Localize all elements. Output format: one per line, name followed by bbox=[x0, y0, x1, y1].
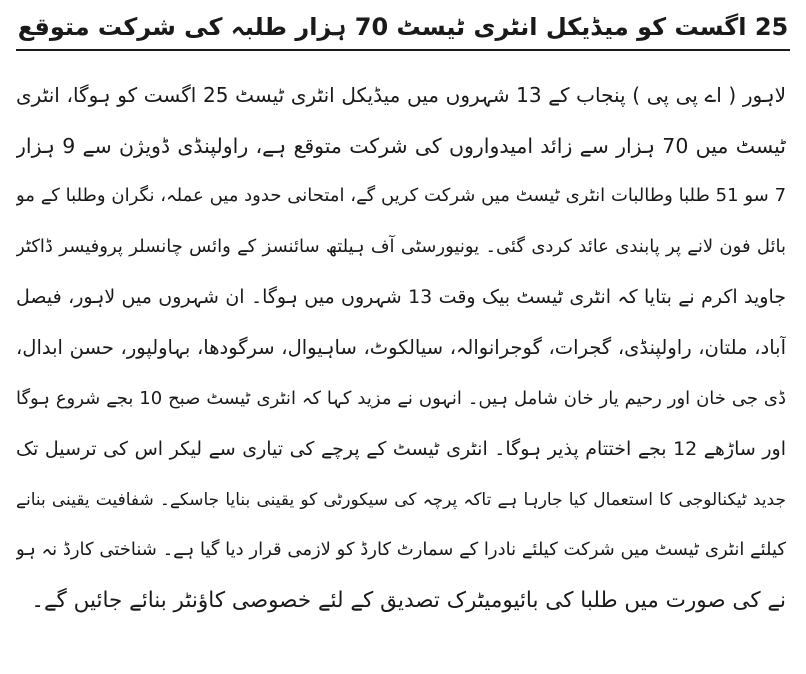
article-body bbox=[16, 70, 786, 627]
article-line: جدید ٹیکنالوجی کا استعمال کیا جارہا ہے تاکہ پرچہ کی سیکورٹی کو یقینی بنایا جاسکے۔ شفافیت یقینی بنانے bbox=[16, 489, 786, 510]
article-line: اور ساڑھے 12 بجے اختتام پذیر ہوگا۔ انٹری ٹیسٹ کے پرچے کی تیاری سے لیکر اس کی ترسیل تک bbox=[16, 438, 786, 461]
article-line: جاوید اکرم نے بتایا کہ انٹری ٹیسٹ بیک وقت 13 شہروں میں ہوگا۔ ان شہروں میں لاہور، فیصل bbox=[16, 286, 786, 309]
article-line: لاہور ( اے پی پی ) پنجاب کے 13 شہروں میں میڈیکل انٹری ٹیسٹ 25 اگست کو ہوگا، انٹری bbox=[16, 83, 786, 107]
headline-container bbox=[0, 6, 806, 51]
article-line: بائل فون لانے پر پابندی عائد کردی گئی۔ یونیورسٹی آف ہیلتھ سائنسز کے وائس چانسلر پروفیسر ڈاکٹر bbox=[16, 235, 786, 257]
article-line: ڈی جی خان اور رحیم یار خان شامل ہیں۔ انہوں نے مزید کہا کہ انٹری ٹیسٹ صبح 10 بجے شروع ہوگا bbox=[16, 387, 786, 409]
article-line: آباد، ملتان، راولپنڈی، گجرات، گوجرانوالہ، سیالکوٹ، ساہیوال، سرگودھا، بہاولپور، حسن ابدال، bbox=[16, 335, 786, 359]
article-line: ٹیسٹ میں 70 ہزار سے زائد امیدواروں کی شرکت متوقع ہے، راولپنڈی ڈویژن سے 9 ہزار bbox=[16, 133, 786, 158]
article-line: نے کی صورت میں طلبا کی بائیومیٹرک تصدیق کے لئے خصوصی کاؤنٹر بنائے جائیں گے۔ bbox=[31, 587, 786, 613]
article-line: کیلئے انٹری ٹیسٹ میں شرکت کیلئے نادرا کے سمارٹ کارڈ کو لازمی قرار دیا گیا ہے۔ شناختی کارڈ نہ ہو bbox=[16, 539, 786, 561]
article-line: 7 سو 51 طلبا وطالبات انٹری ٹیسٹ میں شرکت کریں گے، امتحانی حدود میں عملہ، نگران وطلبا کے مو bbox=[16, 185, 786, 207]
article-headline: 25 اگست کو میڈیکل انٹری ٹیسٹ 70 ہزار طلبہ کی شرکت متوقع bbox=[16, 6, 791, 51]
